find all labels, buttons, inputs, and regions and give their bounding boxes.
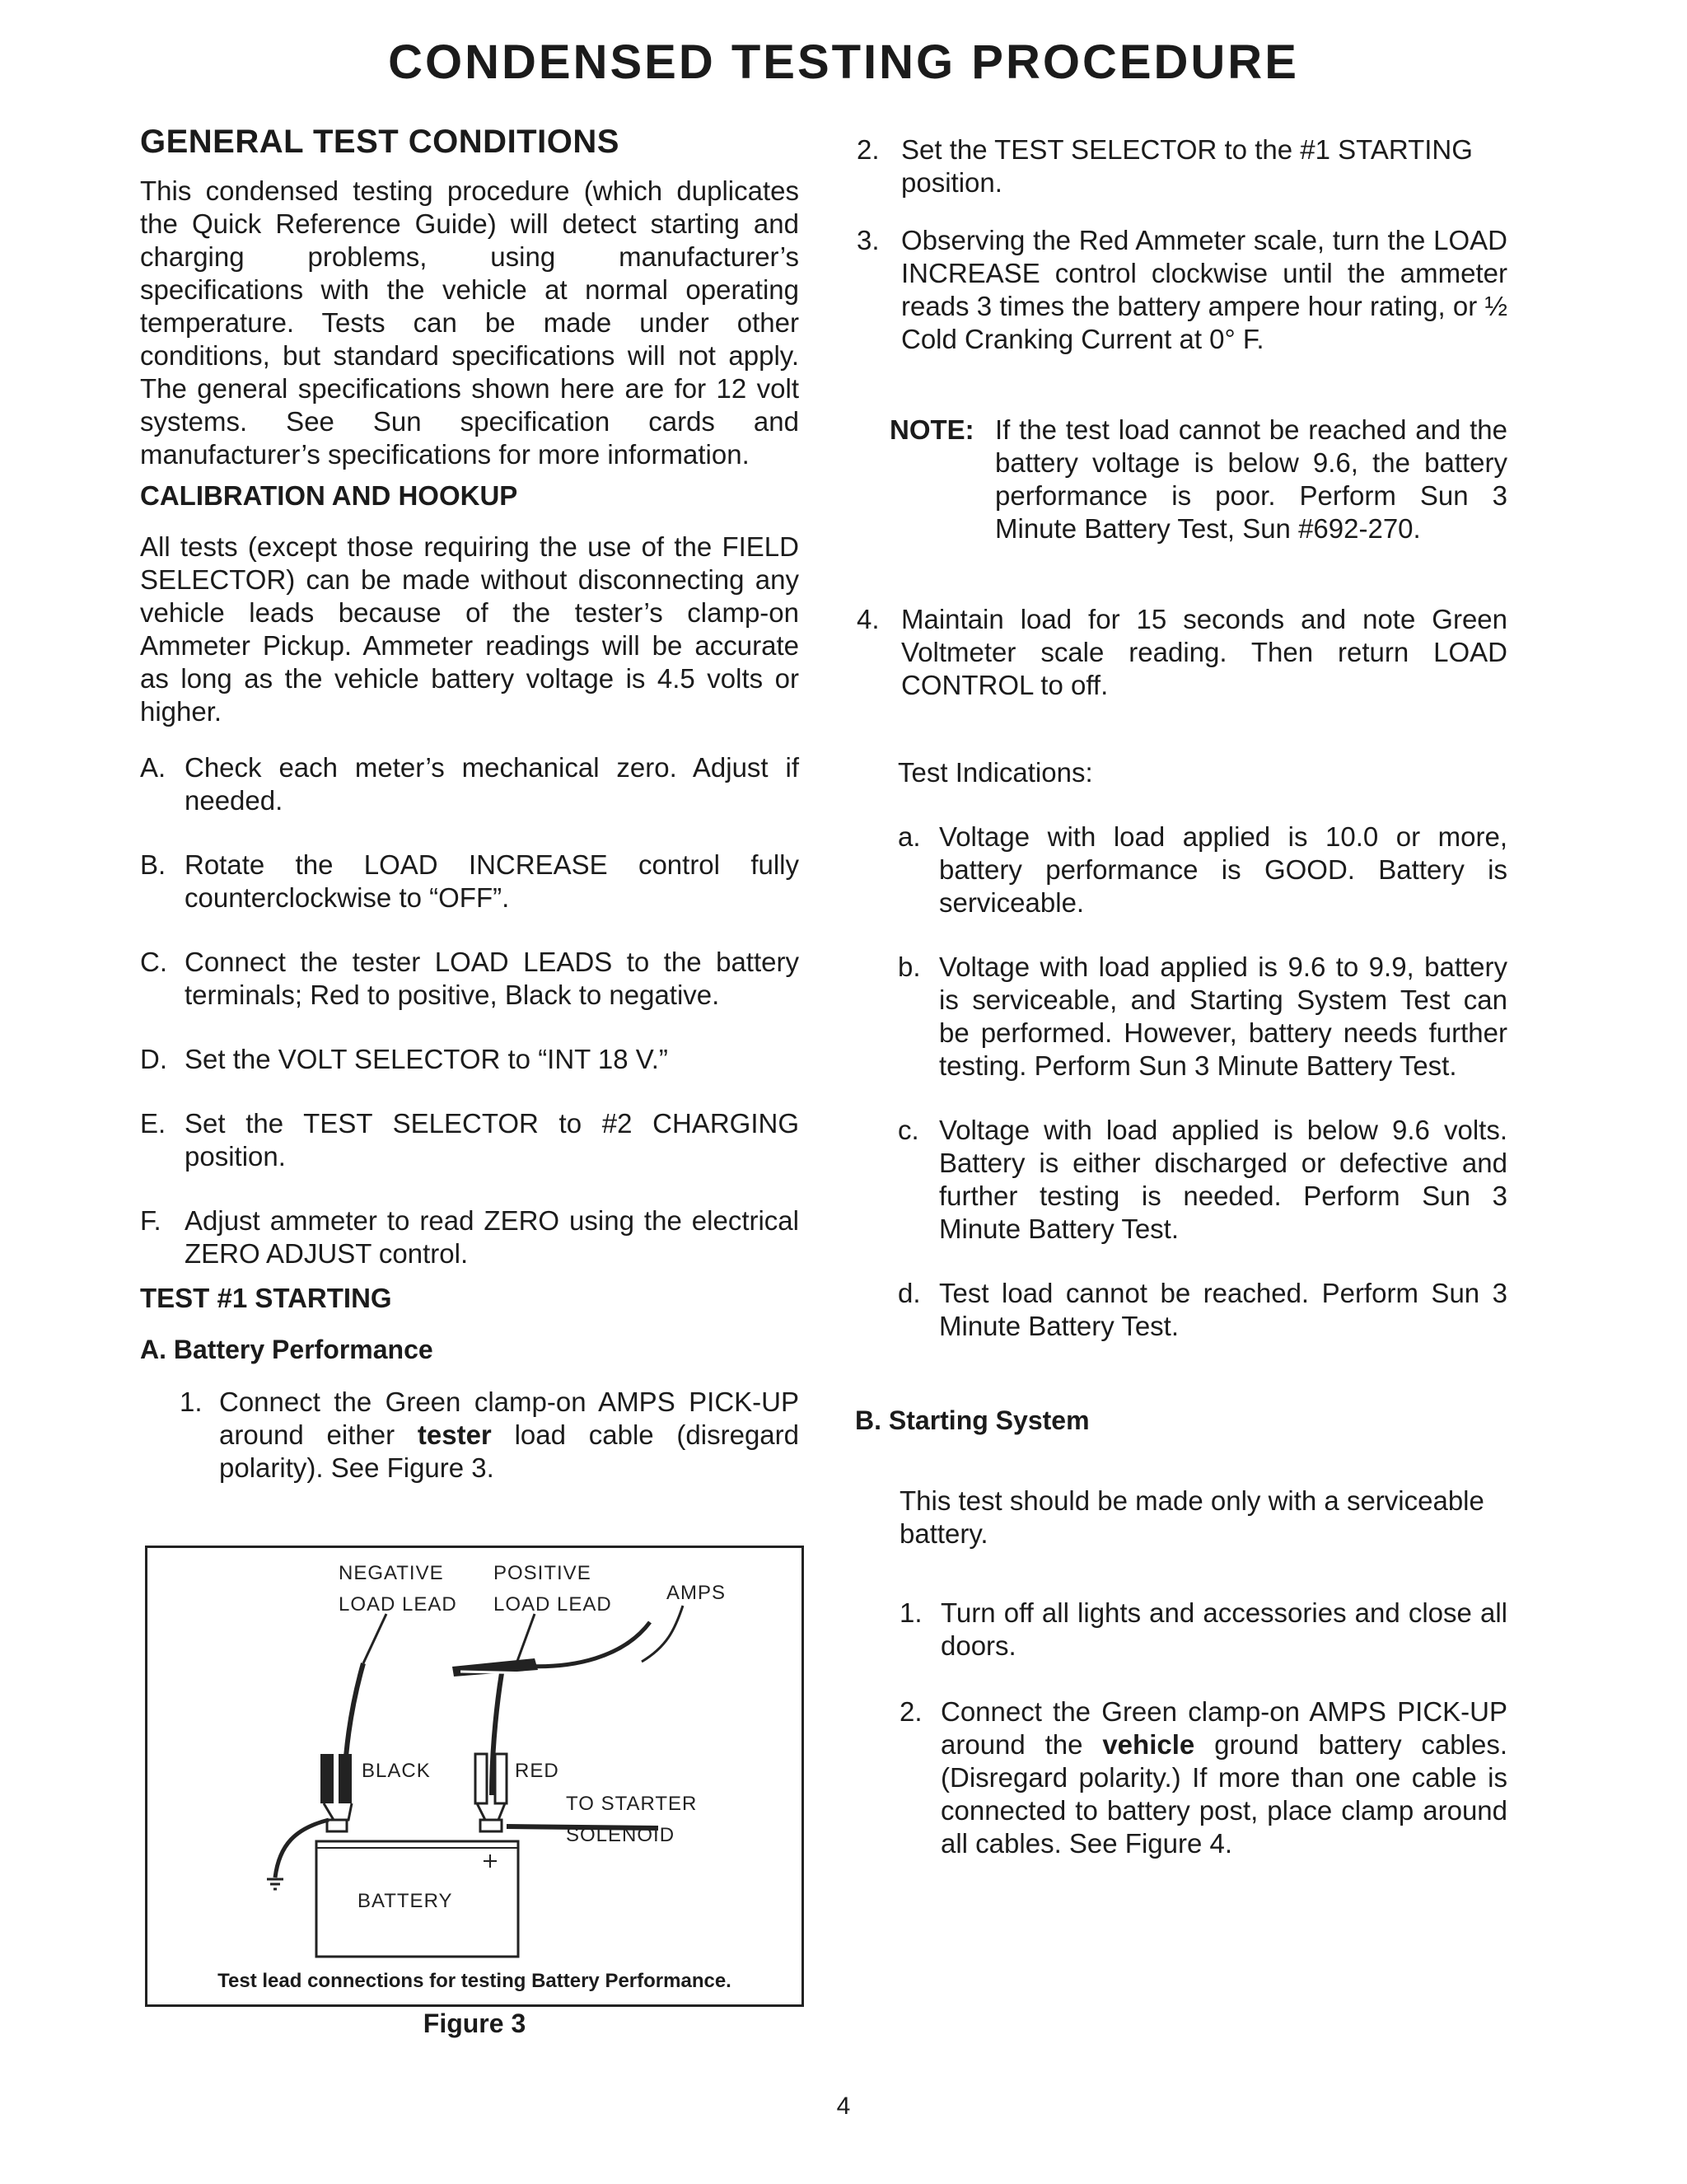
note-block — [890, 414, 1507, 545]
item-text: Connect the tester LOAD LEADS to the battery terminals; Red to positive, Black to negative. — [185, 947, 799, 1010]
item-label: a. — [898, 821, 921, 852]
list-item — [180, 1386, 799, 1485]
item-text: Voltage with load applied is 10.0 or more, battery performance is GOOD. Battery is serviceable. — [939, 821, 1507, 918]
item-label: E. — [140, 1108, 166, 1139]
list-item — [140, 1043, 799, 1076]
red-label: RED — [515, 1760, 559, 1782]
item-label: d. — [898, 1278, 921, 1308]
negative-label: NEGATIVE — [339, 1562, 444, 1584]
list-item — [140, 1204, 799, 1270]
test-indications-heading: Test Indications: — [898, 757, 1093, 788]
negative-label-2: LOAD LEAD — [339, 1593, 457, 1616]
black-label: BLACK — [362, 1760, 431, 1782]
item-label: C. — [140, 947, 167, 977]
list-item — [857, 133, 1507, 199]
item-label: 2. — [900, 1696, 923, 1727]
item-text: Observing the Red Ammeter scale, turn the LOAD INCREASE control clockwise until the ammeter reads 3 times the battery ampere hour rating, or ½ Cold Cranking Current at 0° F. — [901, 225, 1507, 354]
battery-hookup-diagram — [147, 1548, 801, 2004]
list-item — [900, 1695, 1507, 1860]
battery-label: BATTERY — [357, 1890, 453, 1912]
item-label: B. — [140, 849, 166, 880]
item-text: Set the VOLT SELECTOR to “INT 18 V.” — [185, 1044, 668, 1074]
intro-paragraph: This condensed testing procedure (which duplicates the Quick Reference Guide) will detect starting and charging problems, using manufacturer’s specifications with the vehicle at normal operating temperature. Tests can be made under other conditions, but standard specifications will not apply. The general specifications shown here are for 12 volt systems. See Sun specification cards and manufacturer’s specifications for more information. — [140, 175, 799, 470]
battery-performance-heading: A. Battery Performance — [140, 1335, 433, 1364]
item-label: D. — [140, 1044, 167, 1074]
figure-3-box — [145, 1546, 804, 2007]
item-label: 4. — [857, 604, 880, 634]
left-column — [140, 125, 799, 1516]
right-column — [857, 133, 1507, 1892]
note-label: NOTE: — [890, 414, 974, 445]
calibration-paragraph: All tests (except those requiring the use of the FIELD SELECTOR) can be made without disconnecting any vehicle leads because of the tester’s clamp-on Ammeter Pickup. Ammeter readings will be accurate as long as the vehicle battery voltage is 4.5 volts or higher. — [140, 531, 799, 727]
item-label: F. — [140, 1205, 161, 1236]
positive-label-2: LOAD LEAD — [493, 1593, 612, 1616]
general-test-conditions-heading: GENERAL TEST CONDITIONS — [140, 124, 619, 160]
item-text: Connect the Green clamp-on AMPS PICK-UP around the vehicle ground battery cables. (Disregard polarity.) If more than one cable is connected to battery post, place clamp around all cables. See Figure 4. — [941, 1696, 1507, 1859]
page-title: CONDENSED TESTING PROCEDURE — [388, 35, 1299, 89]
list-item — [898, 1114, 1507, 1246]
starting-intro: This test should be made only with a serviceable battery. — [900, 1485, 1484, 1549]
list-item — [900, 1597, 1507, 1663]
item-text: Test load cannot be reached. Perform Sun 3 Minute Battery Test. — [939, 1278, 1507, 1341]
list-item — [140, 751, 799, 817]
amps-pickup-clamp-icon — [452, 1658, 538, 1677]
item-text: Turn off all lights and accessories and close all doors. — [941, 1597, 1507, 1661]
item-text: Check each meter’s mechanical zero. Adjust if needed. — [185, 752, 799, 816]
item-text: Voltage with load applied is 9.6 to 9.9, battery is serviceable, and Starting System Test can be performed. However, battery needs further testing. Perform Sun 3 Minute Battery Test. — [939, 952, 1507, 1081]
item-label: 1. — [900, 1597, 923, 1628]
calibration-heading: CALIBRATION AND HOOKUP — [140, 480, 518, 511]
positive-label: POSITIVE — [493, 1562, 591, 1584]
item-label: 2. — [857, 134, 880, 165]
list-item — [140, 849, 799, 914]
item-text: Set the TEST SELECTOR to the #1 STARTING position. — [901, 134, 1473, 198]
solenoid-label: SOLENOID — [566, 1824, 675, 1846]
figure-caption: Test lead connections for testing Battery Performance. — [217, 1970, 731, 1992]
figure-number: Figure 3 — [423, 2009, 526, 2038]
list-item — [857, 224, 1507, 356]
item-text: Rotate the LOAD INCREASE control fully counterclockwise to “OFF”. — [185, 849, 799, 913]
note-text: If the test load cannot be reached and the battery voltage is below 9.6, the battery performance is poor. Perform Sun 3 Minute Battery Test, Sun #692-270. — [995, 414, 1507, 544]
amps-label: AMPS — [666, 1582, 727, 1604]
item-label: b. — [898, 952, 921, 982]
item-label: 1. — [180, 1387, 203, 1417]
item-text: Connect the Green clamp-on AMPS PICK-UP around either tester load cable (disregard polarity). See Figure 3. — [219, 1387, 799, 1483]
list-item — [140, 946, 799, 1012]
item-text: Maintain load for 15 seconds and note Green Voltmeter scale reading. Then return LOAD CONTROL to off. — [901, 604, 1507, 700]
list-item — [140, 1107, 799, 1173]
list-item — [857, 603, 1507, 702]
list-item — [898, 1277, 1507, 1343]
ground-icon — [267, 1879, 283, 1889]
list-item — [898, 821, 1507, 919]
list-item — [898, 951, 1507, 1083]
page-number: 4 — [836, 2093, 851, 2120]
item-text: Voltage with load applied is below 9.6 volts. Battery is either discharged or defective and further testing is needed. Perform Sun 3 Minute Battery Test. — [939, 1115, 1507, 1244]
test-1-starting-heading: TEST #1 STARTING — [140, 1283, 392, 1313]
item-text: Set the TEST SELECTOR to #2 CHARGING position. — [185, 1108, 799, 1172]
item-label: A. — [140, 752, 166, 783]
item-text: Adjust ammeter to read ZERO using the electrical ZERO ADJUST control. — [185, 1205, 799, 1269]
item-label: 3. — [857, 225, 880, 255]
item-label: c. — [898, 1115, 919, 1145]
starting-system-heading: B. Starting System — [855, 1405, 1090, 1435]
to-starter-label: TO STARTER — [566, 1793, 698, 1815]
